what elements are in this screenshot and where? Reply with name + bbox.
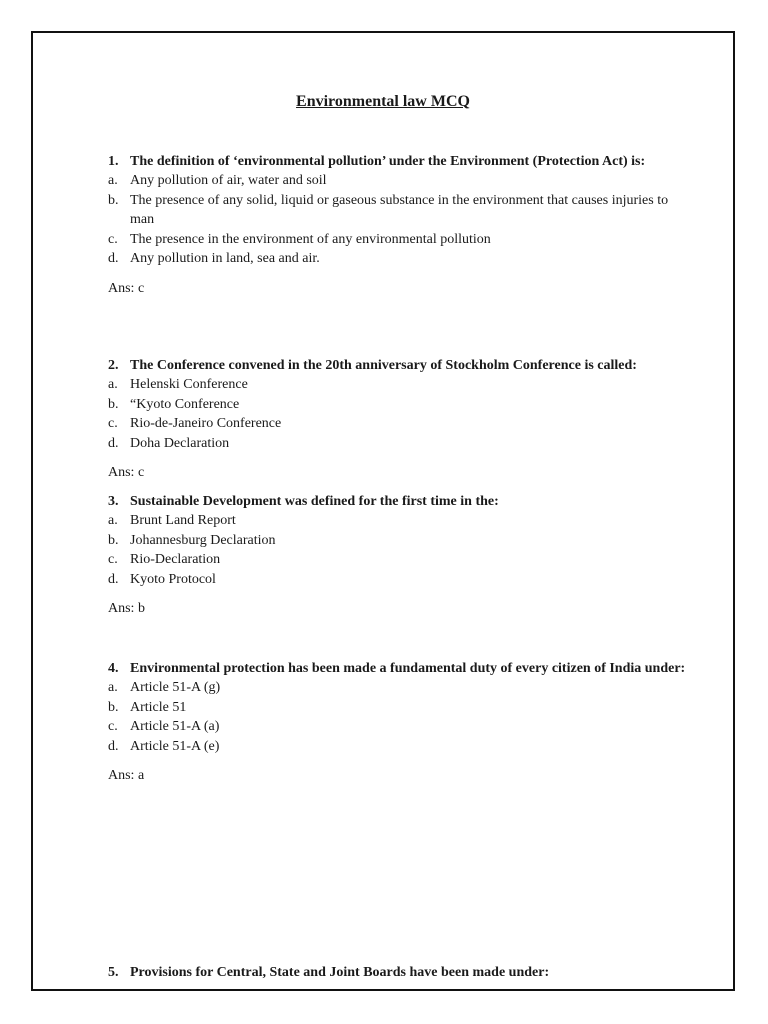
option-letter: a. — [108, 680, 118, 695]
document-page — [31, 31, 735, 991]
question-number: 2. — [108, 358, 119, 373]
question-text — [33, 152, 733, 171]
option-a — [33, 171, 733, 191]
option-c — [33, 414, 733, 434]
option-letter: b. — [108, 396, 119, 412]
option-a — [33, 678, 733, 698]
answer-line: Ans: b — [108, 601, 145, 616]
option-text: The presence in the environment of any environmental pollution — [130, 231, 491, 247]
option-d — [33, 737, 733, 757]
option-text: Any pollution of air, water and soil — [130, 173, 327, 188]
question-label: Provisions for Central, State and Joint Boards have been made under: — [130, 965, 550, 980]
option-letter: c. — [108, 552, 118, 567]
option-letter: a. — [108, 173, 118, 188]
question-text — [33, 492, 733, 511]
question-3 — [33, 492, 733, 618]
question-number: 5. — [108, 965, 119, 980]
option-c — [33, 717, 733, 737]
option-letter: a. — [108, 377, 118, 392]
option-d — [33, 249, 733, 269]
option-letter: c. — [108, 231, 118, 247]
option-text: Article 51-A (e) — [130, 738, 220, 754]
question-2 — [33, 356, 733, 482]
option-d — [33, 434, 733, 454]
option-letter: b. — [108, 192, 119, 208]
option-text: Article 51 — [130, 699, 187, 715]
option-c — [33, 550, 733, 570]
answer-line: Ans: c — [108, 280, 145, 296]
question-number: 1. — [108, 154, 119, 169]
option-letter: c. — [108, 416, 118, 431]
question-label: The definition of ‘environmental pollution’ under the Environment (Protection Act) is: — [130, 154, 646, 169]
option-letter: c. — [108, 719, 118, 734]
question-label: Sustainable Development was defined for the first time in the: — [130, 494, 499, 509]
option-text: “Kyoto Conference — [130, 396, 240, 412]
option-b — [33, 395, 733, 415]
question-1 — [33, 152, 733, 298]
option-b — [33, 191, 733, 230]
option-text: Rio-de-Janeiro Conference — [130, 416, 282, 431]
option-b — [33, 698, 733, 718]
question-label: Environmental protection has been made a fundamental duty of every citizen of India under: — [130, 661, 686, 676]
question-text — [33, 659, 733, 678]
option-text: Doha Declaration — [130, 435, 230, 451]
document-title: Environmental law MCQ — [296, 93, 470, 110]
option-text: Rio-Declaration — [130, 552, 221, 567]
option-letter: d. — [108, 738, 119, 754]
question-number: 4. — [108, 661, 119, 676]
option-letter: b. — [108, 532, 119, 548]
answer-line: Ans: c — [108, 465, 145, 480]
question-4 — [33, 659, 733, 785]
option-a — [33, 511, 733, 531]
option-text: Kyoto Protocol — [130, 571, 216, 587]
option-text: Johannesburg Declaration — [130, 532, 276, 548]
option-text: Any pollution in land, sea and air. — [130, 251, 320, 266]
question-label: The Conference convened in the 20th anniversary of Stockholm Conference is called: — [130, 358, 637, 373]
option-text: The presence of any solid, liquid or gaseous substance in the environment that causes injuries to man — [130, 192, 669, 227]
option-letter: d. — [108, 251, 119, 266]
option-c — [33, 230, 733, 250]
option-letter: a. — [108, 513, 118, 528]
question-5 — [33, 963, 733, 982]
option-text: Helenski Conference — [130, 377, 248, 392]
question-text — [33, 963, 733, 982]
option-text: Brunt Land Report — [130, 513, 236, 528]
question-number: 3. — [108, 494, 119, 509]
answer-line: Ans: a — [108, 768, 145, 783]
option-letter: d. — [108, 435, 119, 451]
option-letter: d. — [108, 571, 119, 587]
question-text — [33, 356, 733, 375]
option-b — [33, 531, 733, 551]
option-text: Article 51-A (a) — [130, 719, 220, 734]
option-d — [33, 570, 733, 590]
option-a — [33, 375, 733, 395]
option-letter: b. — [108, 699, 119, 715]
option-text: Article 51-A (g) — [130, 680, 221, 695]
